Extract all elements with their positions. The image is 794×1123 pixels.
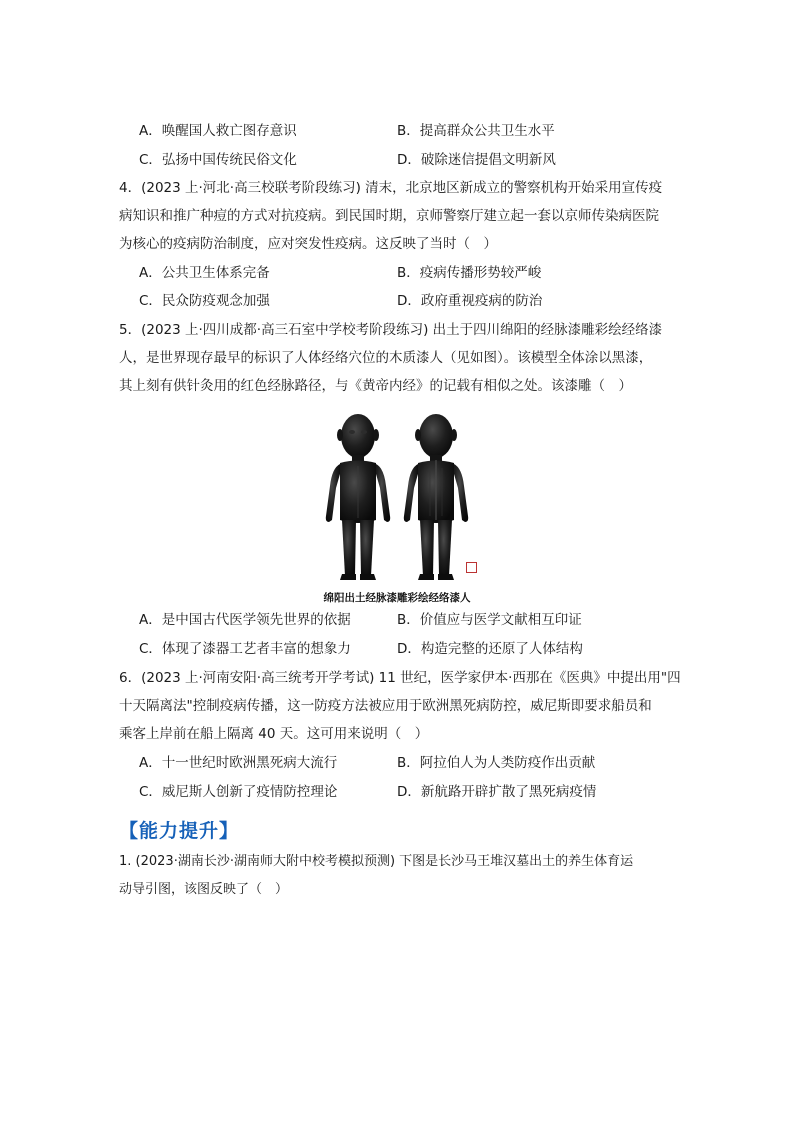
q6-option-c: C．威尼斯人创新了疫情防控理论	[139, 784, 338, 800]
section-title: 【能力提升】	[119, 820, 240, 842]
q6-stem-line-1: 6．(2023 上·河南安阳·高三统考开学考试) 11 世纪，医学家伊本·西那在《医典》中提出用"四	[119, 670, 681, 686]
q5-stem-line-3: 其上刻有供针灸用的红色经脉路径，与《黄帝内经》的记载有相似之处。该漆雕（ ）	[119, 378, 632, 394]
p1-stem-line-1: 1. (2023·湖南长沙·湖南师大附中校考模拟预测) 下图是长沙马王堆汉墓出土的养生体育运	[119, 854, 634, 869]
q5-stem-line-2: 人，是世界现存最早的标识了人体经络穴位的木质漆人（见如图）。该模型全体涂以黑漆，	[119, 350, 653, 366]
q5-option-b: B．价值应与医学文献相互印证	[397, 612, 582, 628]
p1-stem-line-2: 动导引图，该图反映了（ ）	[119, 882, 289, 897]
q4-option-b: B．疫病传播形势较严峻	[397, 265, 542, 281]
q5-stem-line-1: 5．(2023 上·四川成都·高三石室中学校考阶段练习) 出土于四川绵阳的经脉漆雕彩绘经络漆	[119, 322, 663, 338]
back-figure	[404, 414, 468, 580]
q3-option-b: B．提高群众公共卫生水平	[397, 123, 555, 139]
q5-option-a: A．是中国古代医学领先世界的依据	[139, 612, 351, 628]
q6-stem-line-2: 十天隔离法"控制疫病传播，这一防疫方法被应用于欧洲黑死病防控，威尼斯即要求船员和	[119, 698, 652, 714]
q3-option-a: A．唤醒国人救亡图存意识	[139, 123, 297, 139]
q4-option-d: D．政府重视疫病的防治	[397, 293, 543, 309]
q5-option-c: C．体现了漆器工艺者丰富的想象力	[139, 641, 351, 657]
lacquer-figure-image	[318, 408, 478, 588]
q4-stem-line-1: 4．(2023 上·河北·高三校联考阶段练习) 清末，北京地区新成立的警察机构开始采用宣传疫	[119, 180, 663, 196]
q6-stem-line-3: 乘客上岸前在船上隔离 40 天。这可用来说明（ ）	[119, 726, 429, 742]
q6-option-d: D．新航路开辟扩散了黑死病疫情	[397, 784, 597, 800]
q4-option-a: A．公共卫生体系完备	[139, 265, 270, 281]
red-seal-mark	[466, 562, 477, 573]
q4-stem-line-3: 为核心的疫病防治制度，应对突发性疫病。这反映了当时（ ）	[119, 236, 497, 252]
q4-stem-line-2: 病知识和推广种痘的方式对抗疫病。到民国时期，京师警察厅建立起一套以京师传染病医院	[119, 208, 659, 224]
q5-option-d: D．构造完整的还原了人体结构	[397, 641, 583, 657]
figure-caption: 绵阳出土经脉漆雕彩绘经络漆人	[323, 592, 471, 604]
q3-option-c: C．弘扬中国传统民俗文化	[139, 152, 297, 168]
q6-option-b: B．阿拉伯人为人类防疫作出贡献	[397, 755, 596, 771]
front-figure	[326, 414, 390, 580]
q4-option-c: C．民众防疫观念加强	[139, 293, 270, 309]
q6-option-a: A．十一世纪时欧洲黑死病大流行	[139, 755, 338, 771]
q3-option-d: D．破除迷信提倡文明新风	[397, 152, 556, 168]
